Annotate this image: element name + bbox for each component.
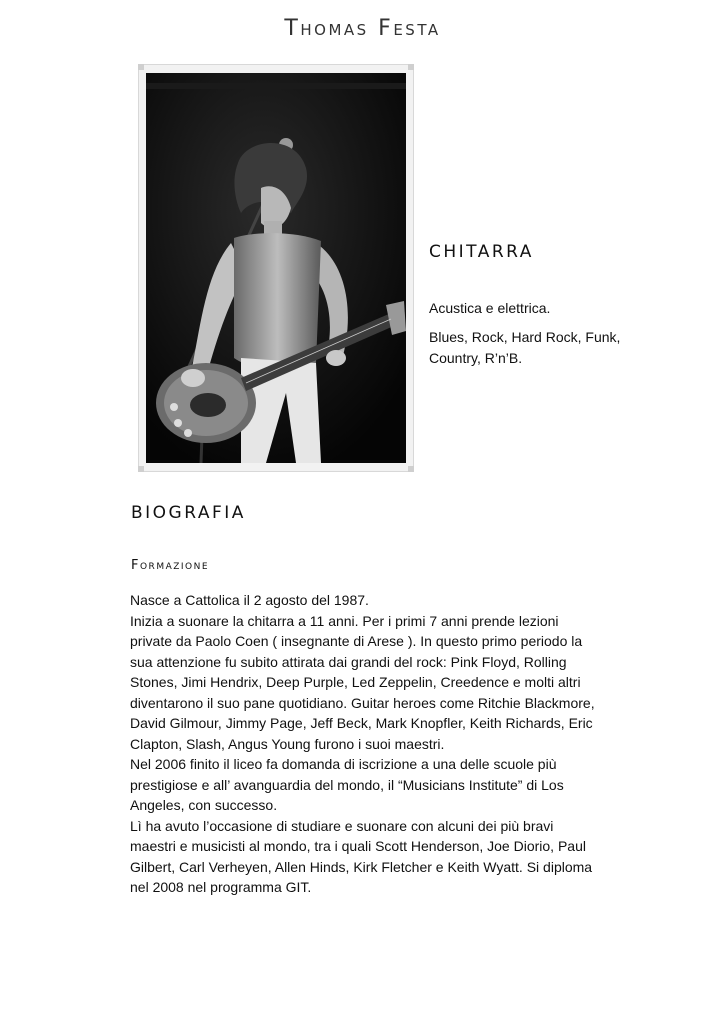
frame-corner: [408, 64, 414, 70]
chitarra-heading: CHITARRA: [429, 242, 534, 262]
page-title: Thomas Festa: [284, 16, 441, 41]
guitarist-photo: [146, 73, 406, 463]
bio-paragraph: Inizia a suonare la chitarra a 11 anni. Per i primi 7 anni prende lezioni private da Paolo Coen ( insegnante di Arese ). In questo primo periodo la sua attenzione fu subito attirata dai grandi del rock: Pink Floyd, Rolling Stones, Jimi Hendrix, Deep Purple, Led Zeppelin, Creedence e molti altri diventarono il suo pane quotidiano. Guitar heroes come Ritchie Blackmore, David Gilmour, Jimmy Page, Jeff Beck, Mark Knopfler, Keith Richards, Eric Clapton, Slash, Angus Young furono i suoi maestri.: [130, 612, 595, 752]
chitarra-line: Blues, Rock, Hard Rock, Funk, Country, R’n’B.: [429, 329, 621, 366]
biografia-body: [130, 590, 600, 898]
bio-paragraph: Nasce a Cattolica il 2 agosto del 1987.: [130, 592, 369, 608]
chitarra-description: [429, 298, 629, 377]
biografia-heading: BIOGRAFIA: [131, 503, 246, 523]
guitarist-photo-frame: [138, 64, 414, 472]
frame-corner: [408, 466, 414, 472]
frame-corner: [138, 466, 144, 472]
bio-paragraph: Lì ha avuto l’occasione di studiare e suonare con alcuni dei più bravi maestri e musicisti al mondo, tra i quali Scott Henderson, Joe Diorio, Paul Gilbert, Carl Verheyen, Allen Hinds, Kirk Fletcher e Keith Wyatt. Si diploma nel 2008 nel programma GIT.: [130, 817, 593, 895]
chitarra-line: Acustica e elettrica.: [429, 300, 551, 316]
formazione-subheading: Formazione: [131, 558, 210, 573]
frame-corner: [138, 64, 144, 70]
bio-paragraph: Nel 2006 finito il liceo fa domanda di iscrizione a una delle scuole più prestigiose e all’ avanguardia del mondo, il “Musicians Institute” di Los Angeles, con successo.: [130, 756, 564, 813]
